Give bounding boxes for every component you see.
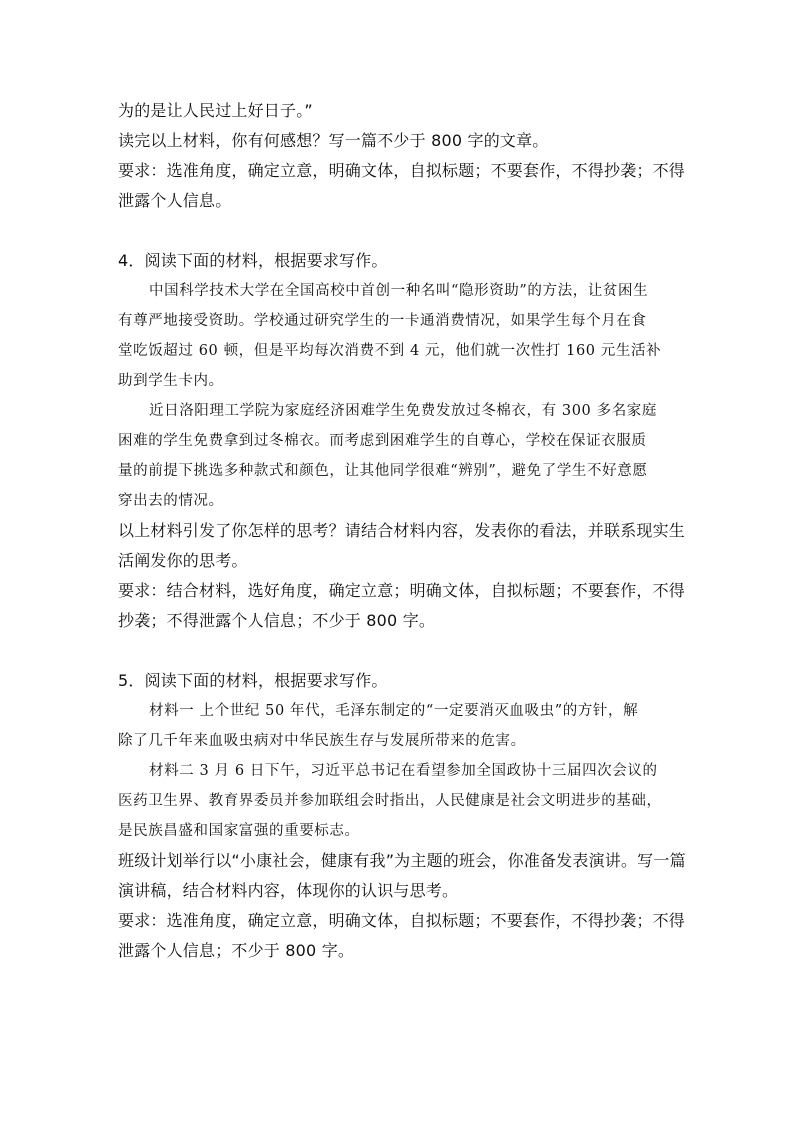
writing-prompt: 读完以上材料，你有何感想？写一篇不少于 800 字的文章。 — [118, 131, 549, 150]
material-two-line: 是民族昌盛和国家富强的重要标志。 — [118, 823, 360, 839]
question-4-heading: 4．阅读下面的材料，根据要求写作。 — [118, 251, 388, 270]
material-paragraph-1-line: 中国科学技术大学在全国高校中首创一种名叫“隐形资助”的方法，让贫困生 — [149, 283, 649, 299]
requirements-line-1: 要求：选准角度，确定立意，明确文体，自拟标题；不要套作，不得抄袭；不得 — [118, 161, 686, 180]
material-one-line: 材料一 上个世纪 50 年代，毛泽东制定的“一定要消灭血吸虫”的方针，解 — [149, 703, 639, 719]
material-paragraph-2-line: 量的前提下挑选多种款式和颜色，让其他同学很难“辨别”，避免了学生不好意愿 — [118, 463, 648, 479]
material-paragraph-2-line: 困难的学生免费拿到过冬棉衣。而考虑到困难学生的自尊心，学校在保证衣服质 — [118, 433, 647, 449]
top-section — [118, 96, 686, 216]
question-5-requirements-line: 泄露个人信息；不少于 800 字。 — [118, 941, 355, 960]
requirements-line-2: 泄露个人信息。 — [118, 191, 232, 210]
question-5-heading: 5．阅读下面的材料，根据要求写作。 — [118, 671, 388, 690]
question-5 — [118, 666, 686, 966]
material-paragraph-1-line: 堂吃饭超过 60 顿，但是平均每次消费不到 4 元，他们就一次性打 160 元生活补 — [118, 343, 662, 359]
question-4 — [118, 246, 686, 636]
material-paragraph-2-line: 穿出去的情况。 — [118, 493, 224, 509]
material-one-line: 除了几千年来血吸虫病对中华民族生存与发展所带来的危害。 — [118, 733, 526, 749]
question-4-prompt-line: 以上材料引发了你怎样的思考？请结合材料内容，发表你的看法，并联系现实生 — [118, 521, 686, 540]
question-4-requirements-line: 抄袭；不得泄露个人信息；不少于 800 字。 — [118, 611, 436, 630]
question-5-requirements-line: 要求：选准角度，确定立意，明确文体，自拟标题；不要套作，不得抄袭；不得 — [118, 911, 686, 930]
material-paragraph-2-line: 近日洛阳理工学院为家庭经济困难学生免费发放过冬棉衣，有 300 多名家庭 — [149, 403, 657, 419]
question-5-prompt-line: 演讲稿，结合材料内容，体现你的认识与思考。 — [118, 881, 459, 900]
quote-end-line: 为的是让人民过上好日子。” — [118, 101, 313, 120]
question-4-prompt-line: 活阐发你的思考。 — [118, 551, 248, 570]
section-gap — [118, 216, 678, 246]
question-4-requirements-line: 要求：结合材料，选好角度，确定立意；明确文体，自拟标题；不要套作，不得 — [118, 581, 686, 600]
document-page — [118, 96, 686, 966]
material-two-line: 医药卫生界、教育界委员并参加联组会时指出，人民健康是社会文明进步的基础， — [118, 793, 662, 809]
material-paragraph-1-line: 有尊严地接受资助。学校通过研究学生的一卡通消费情况，如果学生每个月在食 — [118, 313, 647, 329]
material-paragraph-1-line: 助到学生卡内。 — [118, 373, 224, 389]
section-gap — [118, 636, 678, 666]
material-two-line: 材料二 3 月 6 日下午，习近平总书记在看望参加全国政协十三届四次会议的 — [149, 763, 658, 779]
question-5-prompt-line: 班级计划举行以“小康社会，健康有我”为主题的班会，你准备发表演讲。写一篇 — [118, 851, 686, 870]
